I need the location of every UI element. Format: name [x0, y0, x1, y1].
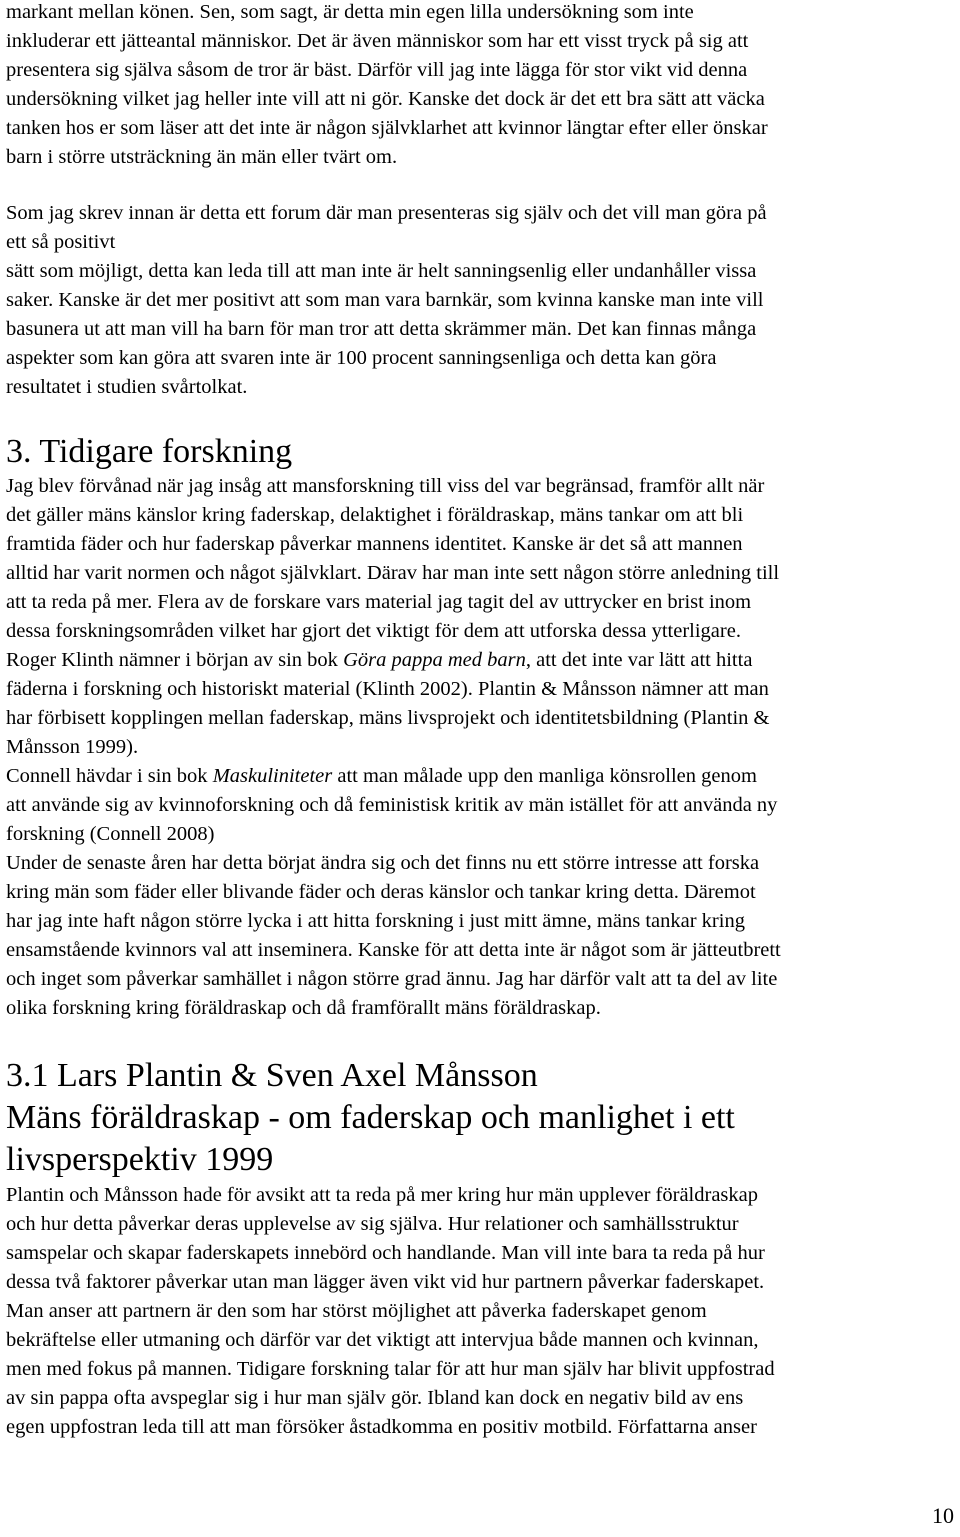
subsection-heading-plantin-mansson	[6, 1055, 956, 1181]
paragraph-forum-presentation	[6, 199, 956, 402]
book-title: Maskuliniteter	[212, 765, 333, 787]
text-line: men med fokus på mannen. Tidigare forskning talar för att hur man själv har blivit uppfostrad	[6, 1358, 775, 1380]
page-number: 10	[932, 1503, 954, 1528]
text-line: aspekter som kan göra att svaren inte är 100 procent sanningsenliga och detta kan göra	[6, 347, 717, 369]
text-line: har jag inte haft någon större lycka i att hitta forskning i just mitt ämne, mäns tankar kring	[6, 910, 745, 932]
text-line: Under de senaste åren har detta börjat ändra sig och det finns nu ett större intresse att forska	[6, 852, 760, 874]
heading-line: livsperspektiv 1999	[6, 1141, 274, 1178]
text-line: ensamstående kvinnors val att inseminera. Kanske för att detta inte är något som är jätteutbrett	[6, 939, 781, 961]
text-line: samspelar och skapar faderskapets innebörd och handlande. Man vill inte bara ta reda på hur	[6, 1242, 765, 1264]
text-line: av sin pappa ofta avspeglar sig i hur man själv gör. Ibland kan dock en negativ bild av ens	[6, 1387, 744, 1409]
text-line: egen uppfostran leda till att man försöker åstadkomma en positiv motbild. Författarna anser	[6, 1416, 757, 1438]
text-line: har förbisett kopplingen mellan faderskap, mäns livsprojekt och identitetsbildning (Plantin &	[6, 707, 770, 729]
text-line: olika forskning kring föräldraskap och då framförallt mäns föräldraskap.	[6, 997, 601, 1019]
text-line: Jag blev förvånad när jag insåg att mansforskning till viss del var begränsad, framför allt när	[6, 475, 765, 497]
text-line: ett så positivt	[6, 231, 116, 253]
text-line: resultatet i studien svårtolkat.	[6, 376, 248, 398]
text-line: forskning (Connell 2008)	[6, 823, 215, 845]
text-line: Månsson 1999).	[6, 736, 139, 758]
text-line: Som jag skrev innan är detta ett forum där man presenteras sig själv och det vill man göra på	[6, 202, 767, 224]
text-segment: Roger Klinth nämner i början av sin bok	[6, 649, 344, 671]
text-line	[6, 646, 956, 675]
text-line: markant mellan könen. Sen, som sagt, är detta min egen lilla undersökning som inte	[6, 1, 694, 23]
paragraph-survey-limitations	[6, 0, 956, 172]
text-line: att ta reda på mer. Flera av de forskare vars material jag tagit del av uttrycker en brist inom	[6, 591, 752, 613]
text-line: och inget som påverkar samhället i någon större grad ännu. Jag har därför valt att ta del av lite	[6, 968, 778, 990]
text-line: bekräftelse eller utmaning och därför var det viktigt att intervjua både mannen och kvinnan,	[6, 1329, 759, 1351]
text-segment: att man målade upp den manliga könsrollen genom	[332, 765, 757, 787]
document-page	[6, 0, 956, 1442]
paragraph-plantin-mansson	[6, 1181, 956, 1442]
text-line: inkluderar ett jätteantal människor. Det är även människor som har ett visst tryck på sig att	[6, 30, 749, 52]
text-line: tanken hos er som läser att det inte är någon självklarhet att kvinnor längtar efter eller önskar	[6, 117, 768, 139]
text-segment: , att det inte var lätt att hitta	[525, 649, 753, 671]
text-line: basunera ut att man vill ha barn för man tror att detta skrämmer män. Det kan finnas många	[6, 318, 757, 340]
text-line	[6, 762, 956, 791]
section-heading-previous-research: 3. Tidigare forskning	[6, 433, 293, 470]
text-line: sätt som möjligt, detta kan leda till att man inte är helt sanningsenlig eller undanhåller vissa	[6, 260, 757, 282]
text-line: Man anser att partnern är den som har störst möjlighet att påverka faderskapet genom	[6, 1300, 707, 1322]
text-line: framtida fäder och hur faderskap påverkar mannens identitet. Kanske är det så att mannen	[6, 533, 743, 555]
paragraph-previous-research	[6, 472, 956, 1023]
text-line: alltid har varit normen och något självklart. Därav har man inte sett någon större anledning till	[6, 562, 780, 584]
text-line: barn i större utsträckning än män eller tvärt om.	[6, 146, 398, 168]
heading-line: 3.1 Lars Plantin & Sven Axel Månsson	[6, 1057, 538, 1094]
text-line: undersökning vilket jag heller inte vill att ni gör. Kanske det dock är det ett bra sätt att väcka	[6, 88, 765, 110]
text-line: det gäller mäns känslor kring faderskap, delaktighet i föräldraskap, mäns tankar om att bli	[6, 504, 744, 526]
text-line: dessa forskningsområden vilket har gjort det viktigt för dem att utforska dessa ytterligare.	[6, 620, 741, 642]
heading-line: Mäns föräldraskap - om faderskap och manlighet i ett	[6, 1099, 735, 1136]
text-segment: Connell hävdar i sin bok	[6, 765, 213, 787]
text-line: fäderna i forskning och historiskt material (Klinth 2002). Plantin & Månsson nämner att man	[6, 678, 769, 700]
text-line: presentera sig själva såsom de tror är bäst. Därför vill jag inte lägga för stor vikt vid denna	[6, 59, 748, 81]
text-line: saker. Kanske är det mer positivt att som man vara barnkär, som kvinna kanske man inte vill	[6, 289, 764, 311]
book-title: Göra pappa med barn	[343, 649, 526, 671]
text-line: Plantin och Månsson hade för avsikt att ta reda på mer kring hur män upplever föräldraskap	[6, 1184, 759, 1206]
text-line: att använde sig av kvinnoforskning och då feministisk kritik av män istället för att använda ny	[6, 794, 778, 816]
text-line: och hur detta påverkar deras upplevelse av sig själva. Hur relationer och samhällsstruktur	[6, 1213, 739, 1235]
text-line: dessa två faktorer påverkar utan man lägger även vikt vid hur partnern påverkar faderskapet.	[6, 1271, 765, 1293]
text-line: kring män som fäder eller blivande fäder och deras känslor och tankar kring detta. Däremot	[6, 881, 756, 903]
